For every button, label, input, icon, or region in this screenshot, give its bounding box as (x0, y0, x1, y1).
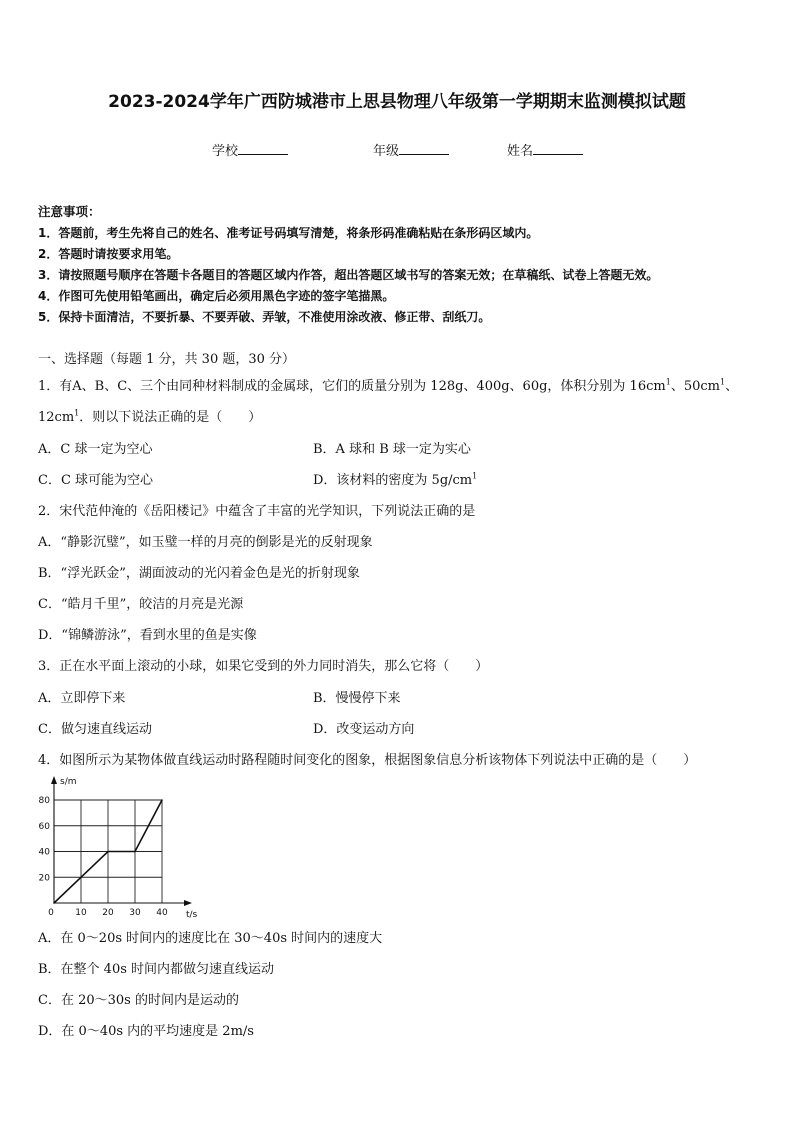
q3-option-d[interactable]: D．改变运动方向 (313, 722, 415, 737)
y-tick-label: 40 (38, 847, 50, 858)
notice-item: 3．请按照题号顺序在答题卡各题目的答题区域内作答，超出答题区域书写的答案无效；在草稿纸、试卷上答题无效。 (38, 268, 659, 282)
q4-option-d[interactable]: D．在 0～40s 内的平均速度是 2m/s (38, 1024, 254, 1039)
notice-item: 4．作图可先使用铅笔画出，确定后必须用黑色字迹的签字笔描黑。 (38, 289, 395, 303)
q1-option-c[interactable]: C．C 球可能为空心 (38, 473, 154, 488)
name-field[interactable] (507, 140, 583, 159)
q1-option-d[interactable]: D．该材料的密度为 $5g/cm^1$ (313, 471, 478, 488)
school-blank[interactable] (238, 142, 288, 155)
notice-item: 1．答题前，考生先将自己的姓名、准考证号码填写清楚，将条形码准确粘贴在条形码区域内。 (38, 226, 539, 240)
q2-option-a[interactable]: A．“静影沉璧”，如玉璧一样的月亮的倒影是光的反射现象 (38, 535, 373, 550)
q2-option-d[interactable]: D．“锦鳞游泳”，看到水里的鱼是实像 (38, 628, 257, 643)
q4-stem: 4．如图所示为某物体做直线运动时路程随时间变化的图象，根据图象信息分析该物体下列说法中正确的是（ ） (38, 753, 697, 768)
q4-option-c[interactable]: C．在 20～30s 的时间内是运动的 (38, 993, 239, 1008)
grade-field[interactable] (373, 140, 449, 159)
y-axis-label: s/m (60, 777, 77, 787)
x-tick-label: 20 (102, 908, 114, 918)
school-label: 学校 (212, 144, 239, 159)
distance-time-chart (30, 770, 210, 920)
grade-label: 年级 (373, 144, 400, 159)
x-tick-label: 40 (156, 908, 168, 918)
name-blank[interactable] (533, 142, 583, 155)
data-point (53, 902, 55, 904)
q1-option-a[interactable]: A．C 球一定为空心 (38, 442, 153, 457)
q2-option-c[interactable]: C．“皓月千里”，皎洁的月亮是光源 (38, 597, 244, 612)
page-title: 2023-2024学年广西防城港市上思县物理八年级第一学期期末监测模拟试题 (108, 92, 686, 112)
x-axis-label: t/s (186, 910, 198, 920)
x-axis-arrow (184, 900, 192, 906)
y-tick-label: 80 (38, 796, 50, 806)
q2-option-b[interactable]: B．“浮光跃金”，湖面波动的光闪着金色是光的折射现象 (38, 566, 360, 581)
data-point (134, 851, 136, 853)
y-tick-label: 20 (38, 873, 50, 884)
q4-option-a[interactable]: A．在 0～20s 时间内的速度比在 30～40s 时间内的速度大 (38, 931, 383, 946)
notice-item: 2．答题时请按要求用笔。 (38, 247, 179, 261)
q3-option-c[interactable]: C．做匀速直线运动 (38, 722, 152, 737)
notice-item: 5．保持卡面清洁，不要折暴、不要弄破、弄皱，不准使用涂改液、修正带、刮纸刀。 (38, 310, 491, 324)
y-tick-label: 60 (38, 821, 50, 832)
name-label: 姓名 (507, 144, 534, 159)
notice-heading: 注意事项： (38, 204, 101, 219)
q4-option-b[interactable]: B．在整个 40s 时间内都做匀速直线运动 (38, 962, 275, 977)
data-point (161, 799, 163, 801)
x-tick-label: 10 (75, 908, 87, 918)
data-point (107, 851, 109, 853)
q1-option-b[interactable]: B．A 球和 B 球一定为实心 (313, 442, 471, 457)
q1-stem-line2: $12cm^1$．则以下说法正确的是（ ） (38, 408, 262, 425)
x-tick-label: 30 (129, 908, 141, 918)
y-axis-arrow (51, 776, 57, 784)
origin-label: 0 (48, 908, 54, 918)
grade-blank[interactable] (399, 142, 449, 155)
q1-stem-line1: 1．有A、B、C、三个由同种材料制成的金属球，它们的质量分别为 128g、400g、60g，体积分别为 $16cm^1$、$50cm^1$、 (38, 377, 739, 394)
q3-option-b[interactable]: B．慢慢停下来 (313, 691, 401, 706)
section-title: 一、选择题（每题 1 分，共 30 题，30 分） (38, 352, 296, 367)
school-field[interactable] (212, 140, 288, 159)
q3-option-a[interactable]: A．立即停下来 (38, 691, 126, 706)
q3-stem: 3．正在水平面上滚动的小球，如果它受到的外力同时消失，那么它将（ ） (38, 659, 489, 674)
q2-stem: 2．宋代范仲淹的《岳阳楼记》中蕴含了丰富的光学知识，下列说法正确的是 (38, 504, 476, 519)
